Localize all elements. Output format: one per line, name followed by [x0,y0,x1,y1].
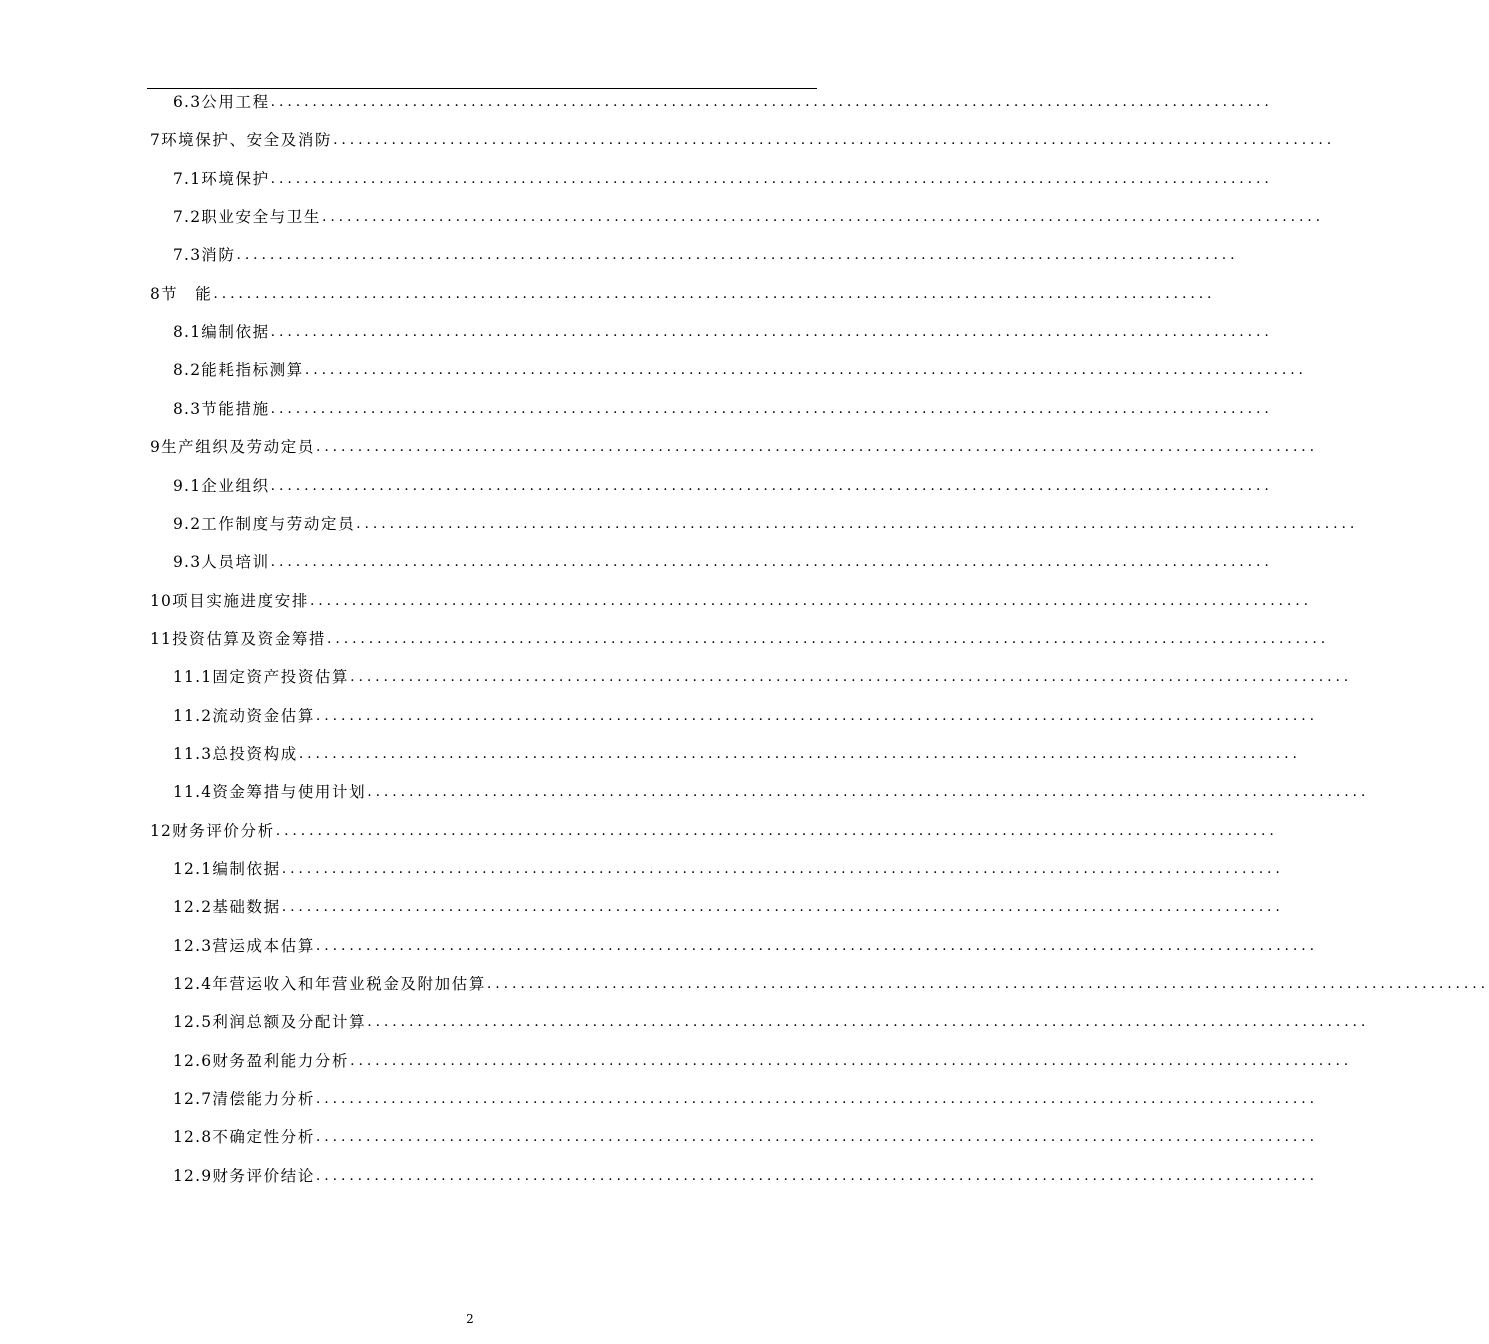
toc-dot-leader: ........................................................................................................................ [486,976,1489,993]
toc-entry[interactable] [173,704,1318,728]
toc-dot-leader: ........................................................................................................................ [304,362,1307,379]
toc-entry-number: 8 [150,284,162,303]
toc-entry[interactable] [173,320,1273,344]
toc-entry-title: 环境保护、安全及消防 [161,131,333,150]
toc-entry[interactable] [173,512,1359,536]
toc-entry-number: 7.1 [173,169,202,188]
toc-entry[interactable] [173,243,1239,267]
toc-entry-title: 项目实施进度安排 [172,591,309,610]
toc-entry-title: 固定资产投资估算 [212,668,350,687]
toc-dot-leader: ........................................................................................................................ [367,1014,1370,1031]
toc-dot-leader: ........................................................................................................................ [236,247,1239,264]
toc-dot-leader: ........................................................................................................................ [315,439,1318,456]
toc-dot-leader: ........................................................................................................................ [315,1129,1318,1146]
toc-entry-number: 11.2 [173,706,213,725]
toc-dot-leader: ........................................................................................................................ [315,1091,1318,1108]
toc-dot-leader: ........................................................................................................................ [315,1167,1318,1184]
toc-entry[interactable] [173,1049,1353,1073]
toc-dot-leader: ........................................................................................................................ [321,209,1324,226]
toc-dot-leader: ........................................................................................................................ [333,132,1336,149]
toc-entry[interactable] [173,397,1273,421]
toc-entry[interactable] [173,358,1307,382]
toc-entry[interactable] [173,665,1353,689]
toc-entry-title: 节能措施 [201,399,270,418]
page-number: 2 [466,1312,474,1326]
toc-entry-title: 资金筹措与使用计划 [212,783,367,802]
toc-entry-number: 7.3 [173,246,202,265]
toc-entry-title: 编制依据 [212,860,281,878]
toc-entry-title: 营运成本估算 [212,936,315,955]
toc-entry[interactable] [173,1087,1318,1111]
toc-entry[interactable] [173,1125,1318,1149]
toc-entry-number: 6.3 [173,93,202,111]
toc-entry-number: 11 [150,629,173,648]
toc-dot-leader: ........................................................................................................................ [309,592,1312,609]
toc-entry-title: 工作制度与劳动定员 [201,514,356,533]
toc-entry-number: 11.4 [173,783,213,802]
toc-dot-leader: ........................................................................................................................ [367,784,1370,801]
toc-entry[interactable] [150,282,1216,306]
toc-entry-number: 8.2 [173,361,202,380]
toc-dot-leader: ........................................................................................................................ [270,477,1273,494]
toc-entry[interactable] [173,90,1273,114]
toc-entry-number: 12.9 [173,1166,213,1185]
toc-entry-number: 12.4 [173,975,213,994]
toc-entry-number: 11.3 [173,744,213,763]
toc-entry-title: 年营运收入和年营业税金及附加估算 [212,975,486,994]
toc-dot-leader: ........................................................................................................................ [270,324,1273,341]
toc-entry-title: 流动资金估算 [212,706,315,725]
toc-entry[interactable] [173,1010,1370,1034]
toc-entry[interactable] [150,819,1278,843]
toc-entry-number: 12.6 [173,1051,213,1070]
toc-entry[interactable] [150,589,1312,613]
toc-dot-leader: ........................................................................................................................ [281,899,1284,916]
toc-entry-title: 生产组织及劳动定员 [161,438,315,457]
toc-dot-leader: ........................................................................................................................ [275,822,1278,839]
toc-entry-title: 财务盈利能力分析 [212,1051,350,1070]
toc-dot-leader: ........................................................................................................................ [213,285,1216,302]
toc-dot-leader: ........................................................................................................................ [350,669,1353,686]
toc-entry-title: 环境保护 [201,169,270,188]
toc-entry-number: 8.3 [173,399,202,418]
toc-entry-number: 12.2 [173,898,213,917]
toc-entry-title: 职业安全与卫生 [201,208,321,227]
toc-dot-leader: ........................................................................................................................ [281,861,1284,877]
toc-entry-title: 总投资构成 [212,744,298,763]
toc-entry-number: 10 [150,591,173,610]
toc-dot-leader: ........................................................................................................................ [270,170,1273,187]
toc-entry[interactable] [173,780,1370,804]
toc-entry-title: 人员培训 [201,553,270,572]
toc-entry[interactable] [173,857,1284,881]
toc-entry-number: 9.1 [173,476,202,495]
toc-entry-number: 12.1 [173,860,213,878]
toc-entry-number: 9 [150,438,162,457]
toc-entry-number: 12.5 [173,1013,213,1032]
toc-entry-number: 12.3 [173,936,213,955]
toc-entry-title: 财务评价结论 [212,1166,315,1185]
toc-entry[interactable] [173,742,1301,766]
toc-entry-title: 基础数据 [212,898,281,917]
toc-entry-number: 7 [150,131,162,150]
toc-entry[interactable] [173,550,1273,574]
toc-entry[interactable] [173,895,1284,919]
toc-entry-number: 7.2 [173,208,202,227]
toc-entry[interactable] [173,474,1273,498]
toc-entry-title: 清偿能力分析 [212,1090,315,1109]
toc-dot-leader: ........................................................................................................................ [298,745,1301,762]
toc-entry-number: 12.7 [173,1090,213,1109]
toc-entry[interactable] [173,1164,1318,1188]
toc-dot-leader: ........................................................................................................................ [270,94,1273,110]
toc-dot-leader: ........................................................................................................................ [356,515,1359,532]
toc-entry-number: 9.2 [173,514,202,533]
toc-entry-number: 11.1 [173,668,213,687]
toc-entry-title: 消防 [201,246,236,265]
toc-entry-title: 利润总额及分配计算 [212,1013,367,1032]
toc-entry-number: 12.8 [173,1128,213,1147]
toc-dot-leader: ........................................................................................................................ [327,630,1330,647]
toc-dot-leader: ........................................................................................................................ [270,554,1273,571]
toc-entry[interactable] [173,167,1273,191]
toc-entry-title: 公用工程 [201,93,270,111]
toc-dot-leader: ........................................................................................................................ [350,1052,1353,1069]
toc-entry[interactable] [173,934,1318,958]
toc-dot-leader: ........................................................................................................................ [315,937,1318,954]
toc-entry-title: 编制依据 [201,323,270,342]
toc-entry[interactable] [173,205,1324,229]
toc-entry[interactable] [150,128,1336,152]
toc-entry-title: 不确定性分析 [212,1128,315,1147]
toc-entry-title: 能耗指标测算 [201,361,304,380]
toc-entry[interactable] [173,972,1489,996]
toc-entry[interactable] [150,627,1330,651]
toc-entry-number: 8.1 [173,323,202,342]
toc-entry[interactable] [150,435,1318,459]
toc-entry-title: 企业组织 [201,476,270,495]
toc-entry-title: 投资估算及资金筹措 [172,629,327,648]
toc-entry-title: 财务评价分析 [172,821,275,840]
toc-dot-leader: ........................................................................................................................ [315,707,1318,724]
toc-entry-title: 节 能 [161,284,213,303]
toc-entry-number: 9.3 [173,553,202,572]
toc-dot-leader: ........................................................................................................................ [270,400,1273,417]
toc-entry-number: 12 [150,821,173,840]
